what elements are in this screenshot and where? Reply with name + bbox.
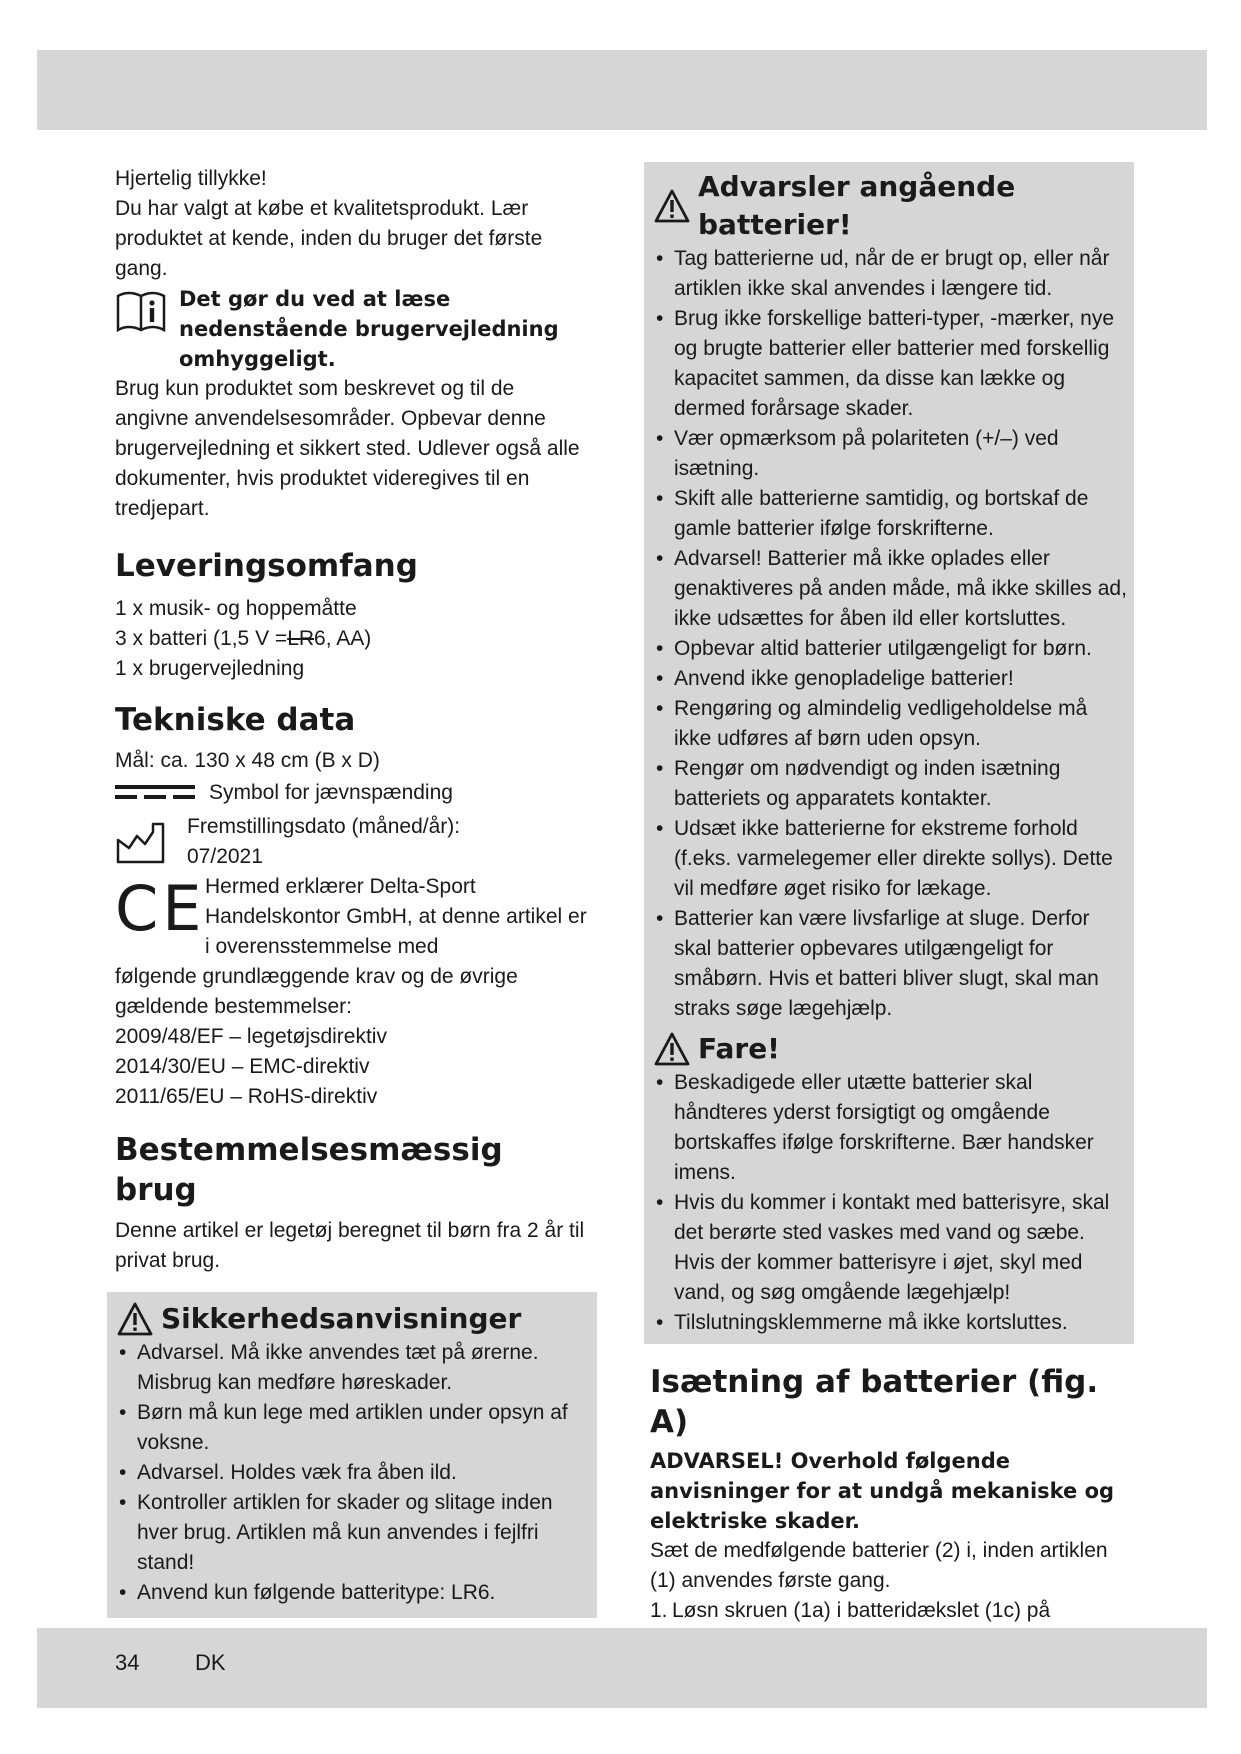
list-item: • Anvend kun følgende batteritype: LR6. [117,1578,591,1608]
mfg-date-label: Fremstillingsdato (måned/år): [187,815,461,838]
list-item: • Advarsel. Må ikke anvendes tæt på ørerne. Misbrug kan medføre høreskader. [117,1338,591,1398]
warning-icon [654,189,690,223]
danger-list [654,1068,1128,1338]
left-column [115,164,593,1618]
scope-item-2: 3 x batteri (1,5 V =LR6, AA) [115,627,372,650]
ce-logo: CE [115,872,206,945]
list-item: • Opbevar altid batterier utilgængeligt for børn. [654,634,1128,664]
battery-warnings-heading: Advarsler angående batterier! [654,168,1128,244]
list-item: • Batterier kan være livsfarlige at sluge. Derfor skal batterier opbevares utilgængeligt for småbørn. Hvis et batteri bliver slugt, skal man straks søge lægehjælp. [654,904,1128,1024]
scope-heading: Leveringsomfang [115,548,418,584]
list-item: • Børn må kun lege med artiklen under opsyn af voksne. [117,1398,591,1458]
list-item: • Rengør om nødvendigt og inden isætning batteriets og apparatets kontakter. [654,754,1128,814]
intro-text: Du har valgt at købe et kvalitetsprodukt. Lær produktet at kende, inden du bruger det første gang. [115,197,543,280]
manual-info-icon [115,288,167,336]
ce-text: Hermed erklærer Delta-Sport Handelskontor GmbH, at denne artikel er i overensstemmelse med [205,875,587,958]
step-1: 1. Løsn skruen (1a) i batteridækslet (1c) på [650,1596,1134,1686]
dc-symbol-icon [115,778,195,808]
dimensions: Mål: ca. 130 x 48 cm (B x D) [115,749,380,772]
warning-icon [654,1032,690,1066]
list-item: • Tag batterierne ud, når de er brugt op, eller når artiklen ikke skal anvendes i længere tid. [654,244,1128,304]
safety-heading: Sikkerhedsanvisninger [117,1300,591,1338]
directive-1: 2009/48/EF – legetøjsdirektiv [115,1025,387,1048]
insertion-heading: Isætning af batterier (fig. A) [650,1364,1099,1440]
header-bar [37,50,1207,130]
dc-symbol-row [115,778,593,808]
list-item: • Udsæt ikke batterierne for ekstreme forhold (f.eks. varmelegemer eller direkte sollys). Dette vil medføre øget risiko for lækage. [654,814,1128,904]
tech-heading: Tekniske data [115,702,356,738]
dc-symbol-text: Symbol for jævnspænding [209,781,453,804]
directive-3: 2011/65/EU – RoHS-direktiv [115,1085,378,1108]
directive-2: 2014/30/EU – EMC-direktiv [115,1055,370,1078]
intended-text: Denne artikel er legetøj beregnet til børn fra 2 år til privat brug. [115,1219,585,1272]
right-column [644,162,1134,1686]
list-item: • Beskadigede eller utætte batterier skal håndteres yderst forsigtigt og omgående bortskaffes ifølge forskrifterne. Bær handsker imens. [654,1068,1128,1188]
ce-text-continued: følgende grundlæggende krav og de øvrige gældende bestemmelser: [115,965,518,1018]
intended-heading: Bestemmelsesmæssig brug [115,1132,503,1208]
insertion-warning: ADVARSEL! Overhold følgende anvisninger for at undgå mekaniske og elektriske skader. [650,1449,1115,1533]
scope-item-1: 1 x musik- og hoppemåtte [115,597,357,620]
scope-item-3: 1 x brugervejledning [115,657,305,680]
info-note-text: Det gør du ved at læse nedenstående brugervejledning omhyggeligt. [179,287,559,371]
battery-warnings-box [644,162,1134,1344]
mfg-date-value: 07/2021 [187,845,263,868]
list-item: • Vær opmærksom på polariteten (+/–) ved isætning. [654,424,1128,484]
list-item: • Skift alle batterierne samtidig, og bortskaf de gamle batterier ifølge forskrifterne. [654,484,1128,544]
language-code: DK [195,1650,226,1675]
info-note [115,284,593,374]
greeting: Hjertelig tillykke! [115,167,267,190]
safety-list [117,1338,591,1608]
battery-warnings-list [654,244,1128,1024]
ce-row [115,872,593,962]
list-item: • Kontroller artiklen for skader og slitage inden hver brug. Artiklen må kun anvendes i fejlfri stand! [117,1488,591,1578]
list-item: • Anvend ikke genopladelige batterier! [654,664,1128,694]
mfg-date-row [115,812,593,872]
list-item: • Brug ikke forskellige batteri-typer, -mærker, nye og brugte batterier eller batterier med forskellig kapacitet sammen, da disse kan lække og dermed forårsage skader. [654,304,1128,424]
ce-mark-logo [115,872,206,945]
list-item: • Rengøring og almindelig vedligeholdelse må ikke udføres af børn uden opsyn. [654,694,1128,754]
usage-text: Brug kun produktet som beskrevet og til de angivne anvendelsesområder. Opbevar denne brugervejledning et sikkert sted. Udlever også alle dokumenter, hvis produktet videregives til en tredjepart. [115,377,580,520]
dc-glyph: = [274,627,288,650]
list-item: • Advarsel. Holdes væk fra åben ild. [117,1458,591,1488]
list-item: • Tilslutningsklemmerne må ikke kortsluttes. [654,1308,1128,1338]
insertion-text: Sæt de medfølgende batterier (2) i, inden artiklen (1) anvendes første gang. [650,1539,1108,1592]
list-item: • Advarsel! Batterier må ikke oplades eller genaktiveres på anden måde, må ikke skilles ad, ikke udsættes for åben ild eller kortsluttes. [654,544,1128,634]
page-number: 34 [115,1650,140,1675]
warning-icon [117,1302,153,1336]
factory-icon [115,818,167,866]
safety-box [107,1292,597,1618]
danger-heading: Fare! [654,1030,1128,1068]
list-item: • Hvis du kommer i kontakt med batterisyre, skal det berørte sted vaskes med vand og sæbe. Hvis der kommer batterisyre i øjet, skyl med vand, og søg omgående lægehjælp! [654,1188,1128,1308]
